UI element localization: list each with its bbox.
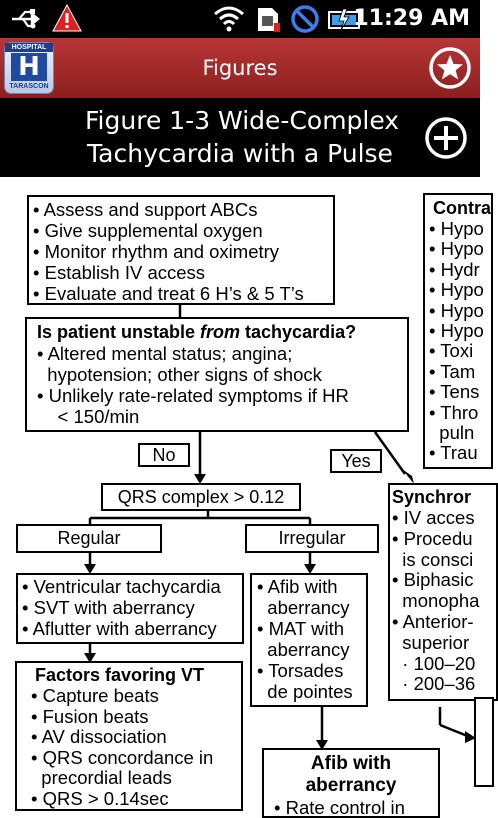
list-item: • Evaluate and treat 6 H’s & 5 T’s (33, 283, 304, 304)
list-item: • QRS concordance in (31, 746, 214, 768)
figure-title-line-2: Tachycardia with a Pulse (87, 139, 393, 168)
list-item: • QRS > 0.14sec (31, 787, 169, 809)
list-item: • Assess and support ABCs (33, 199, 258, 220)
list-item: • Anterior- (392, 610, 474, 632)
list-item: • Thro (429, 401, 479, 423)
sync-heading: Synchror (392, 487, 472, 507)
contra-box (423, 193, 493, 469)
list-item: • Hypo (429, 299, 484, 321)
list-item: • Hypo (429, 279, 484, 301)
no-signal-icon (290, 4, 320, 34)
list-item: • Ventricular tachycardia (22, 576, 221, 597)
qrs-complex-box: QRS complex > 0.12 (101, 483, 301, 511)
list-item: < 150/min (37, 406, 140, 427)
factors-favoring-vt-box (15, 661, 243, 811)
list-item: precordial leads (31, 767, 172, 788)
list-item: • Procedu (392, 527, 473, 549)
list-item: • Fusion beats (31, 705, 149, 727)
warning-icon (52, 4, 82, 32)
initial-assessment-box (27, 195, 335, 305)
list-item: is consci (392, 548, 474, 570)
list-item: • Rate control in (274, 797, 405, 818)
unstable-heading: Is patient unstable from tachycardia? (37, 322, 357, 342)
figure-image[interactable] (0, 177, 491, 818)
vt-heading: Factors favoring VT (35, 665, 205, 685)
list-item: puln (429, 422, 475, 444)
list-item: • Hypo (429, 218, 484, 239)
list-item: • SVT with aberrancy (22, 597, 195, 618)
list-item: • Tens (429, 381, 480, 403)
usb-icon (10, 7, 44, 31)
list-item: • Afib with (257, 576, 338, 597)
list-item: • MAT with (257, 618, 344, 639)
list-item: • Give supplemental oxygen (33, 220, 263, 241)
irregular-rhythm-list (250, 573, 368, 707)
afib-aberrancy-box (262, 748, 440, 818)
synchronized-box (388, 483, 498, 701)
unstable-assessment-box (25, 317, 409, 432)
list-item: • Establish IV access (33, 262, 206, 283)
list-item: • Hydr (429, 258, 480, 280)
wifi-icon (212, 4, 246, 32)
contra-heading: Contra (433, 198, 491, 218)
list-item: • Torsades (257, 660, 344, 681)
list-item: • Hypo (429, 320, 484, 342)
favorite-star-button[interactable] (428, 46, 472, 90)
list-item: • Aflutter with aberrancy (22, 618, 217, 639)
logo-letter: H (11, 53, 47, 81)
app-bar (0, 38, 480, 98)
list-item: • Toxi (429, 340, 474, 362)
list-item: • Biphasic (392, 569, 474, 591)
regular-box: Regular (16, 524, 162, 553)
logo-bottom-text: TARASCON (9, 83, 49, 90)
list-item: · 200–36 (392, 673, 476, 695)
figure-title-bar (0, 98, 480, 177)
irregular-box: Irregular (245, 524, 379, 553)
no-label: No (138, 443, 190, 467)
yes-label: Yes (330, 449, 382, 473)
sim-icon (255, 5, 283, 33)
status-bar (0, 0, 480, 38)
offscreen-box (474, 697, 494, 787)
list-item: • Trau (429, 442, 478, 464)
list-item: monopha (392, 590, 480, 612)
list-item: • Unlikely rate-related symptoms if HR (37, 385, 349, 406)
list-item: hypotension; other signs of shock (37, 364, 322, 385)
star-icon (437, 55, 463, 80)
list-item: · 100–20 (392, 652, 476, 674)
list-item: • AV dissociation (31, 726, 167, 747)
list-item: superior (392, 631, 470, 653)
list-item: • Monitor rhythm and oximetry (33, 241, 280, 262)
page-title: Figures (202, 56, 278, 80)
plus-icon (434, 126, 458, 150)
list-item: aberrancy (257, 639, 350, 660)
logo-top-text: HOSPITAL (5, 43, 53, 52)
regular-rhythm-list (16, 573, 244, 644)
figure-title-line-1: Figure 1-3 Wide-Complex (85, 106, 400, 135)
afib-heading-line-1: Afib with (310, 753, 392, 774)
list-item: aberrancy (257, 597, 350, 618)
list-item: • Capture beats (31, 685, 159, 706)
list-item: • IV acces (392, 507, 475, 528)
list-item: • Altered mental status; angina; (37, 343, 293, 364)
zoom-in-button[interactable] (424, 116, 468, 160)
list-item: • Hypo (429, 238, 484, 260)
list-item: • Tam (429, 360, 476, 382)
status-time: 11:29 AM (353, 6, 470, 31)
list-item: de pointes (257, 681, 353, 702)
afib-heading-line-2: aberrancy (305, 775, 397, 796)
